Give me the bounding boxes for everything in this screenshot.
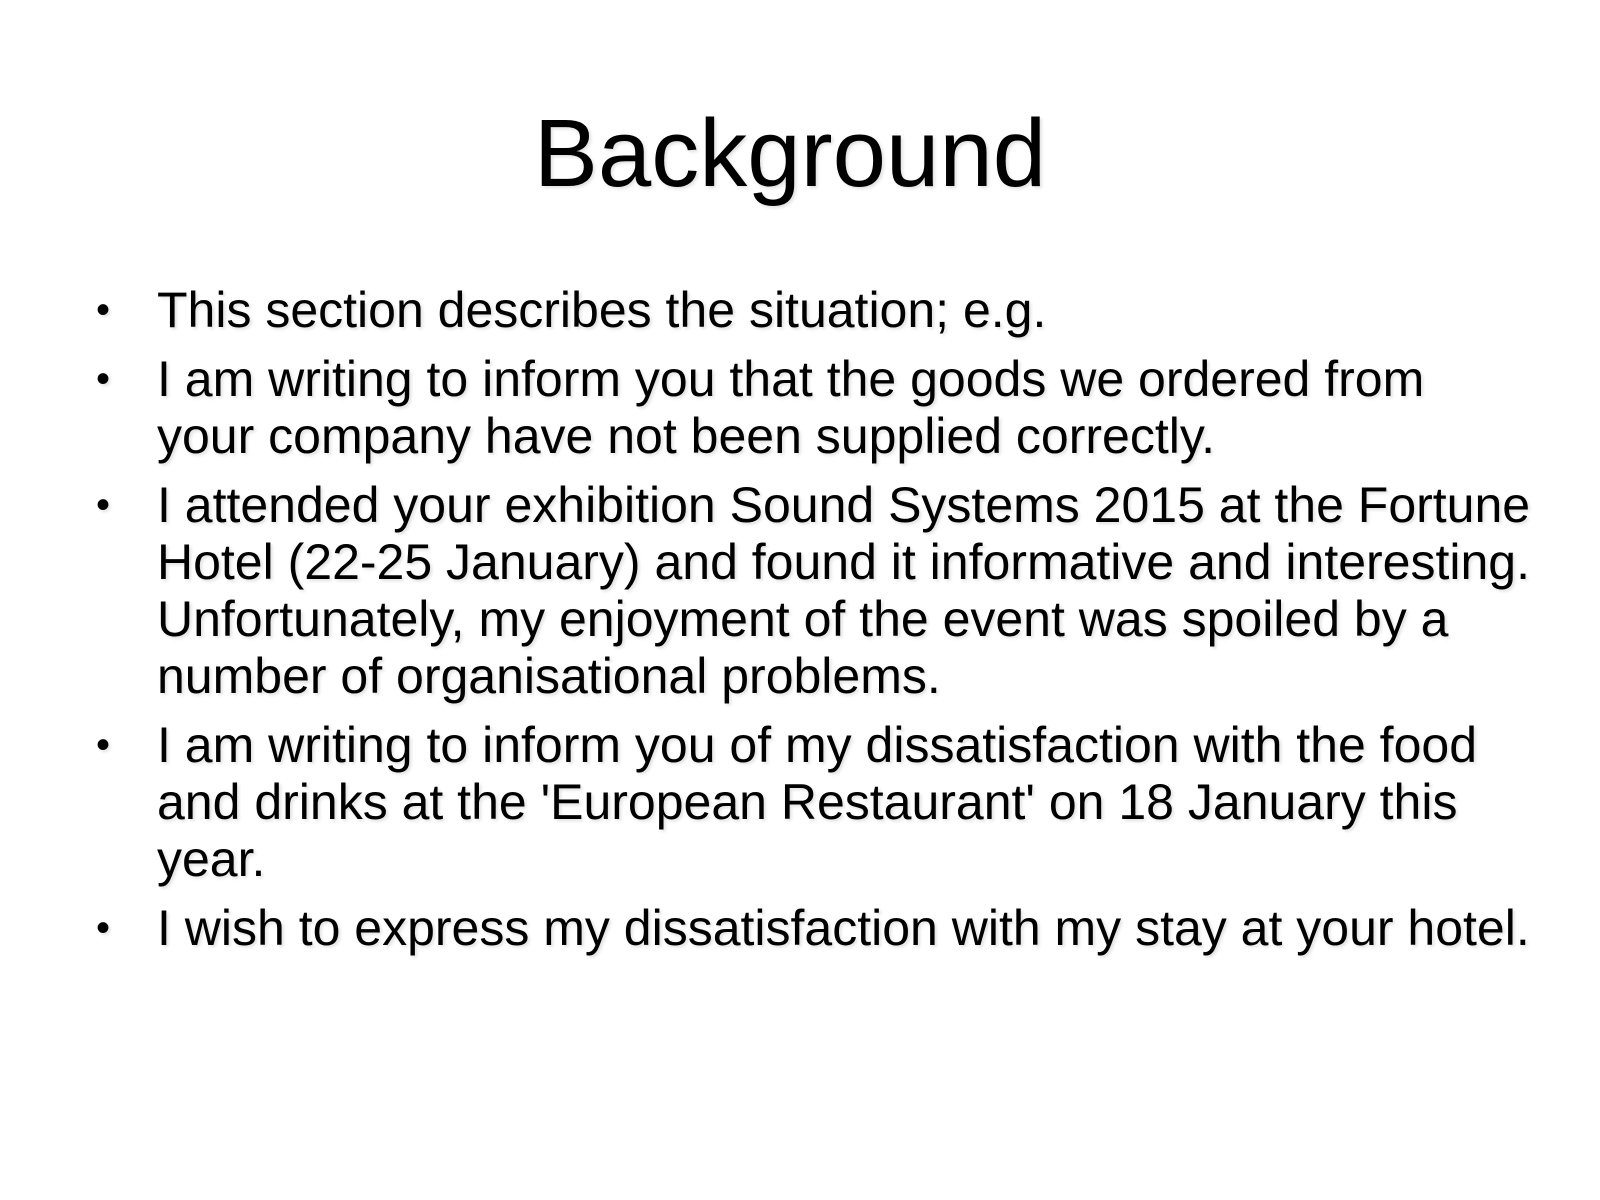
bullet-item	[92, 717, 1532, 888]
bullet-list	[92, 282, 1532, 969]
bullet-marker: •	[96, 723, 111, 767]
bullet-item	[92, 282, 1532, 339]
bullet-item	[92, 900, 1532, 957]
bullet-text: I am writing to inform you that the goods we ordered from your company have not been supplied correctly.	[157, 351, 1425, 464]
bullet-marker: •	[96, 906, 111, 950]
bullet-marker: •	[96, 288, 111, 332]
bullet-text: This section describes the situation; e.g.	[157, 282, 1047, 338]
bullet-item	[92, 351, 1532, 465]
slide-title: Background	[533, 100, 1047, 207]
bullet-item	[92, 477, 1532, 705]
bullet-text: I am writing to inform you of my dissatisfaction with the food and drinks at the 'European Restaurant' on 18 January this year.	[157, 717, 1477, 887]
bullet-marker: •	[96, 357, 111, 401]
bullet-text: I attended your exhibition Sound Systems 2015 at the Fortune Hotel (22-25 January) and found it informative and interesting. Unfortunately, my enjoyment of the event was spoiled by a number of organisational problems.	[157, 477, 1531, 704]
bullet-marker: •	[96, 483, 111, 527]
bullet-text: I wish to express my dissatisfaction with my stay at your hotel.	[157, 900, 1530, 956]
